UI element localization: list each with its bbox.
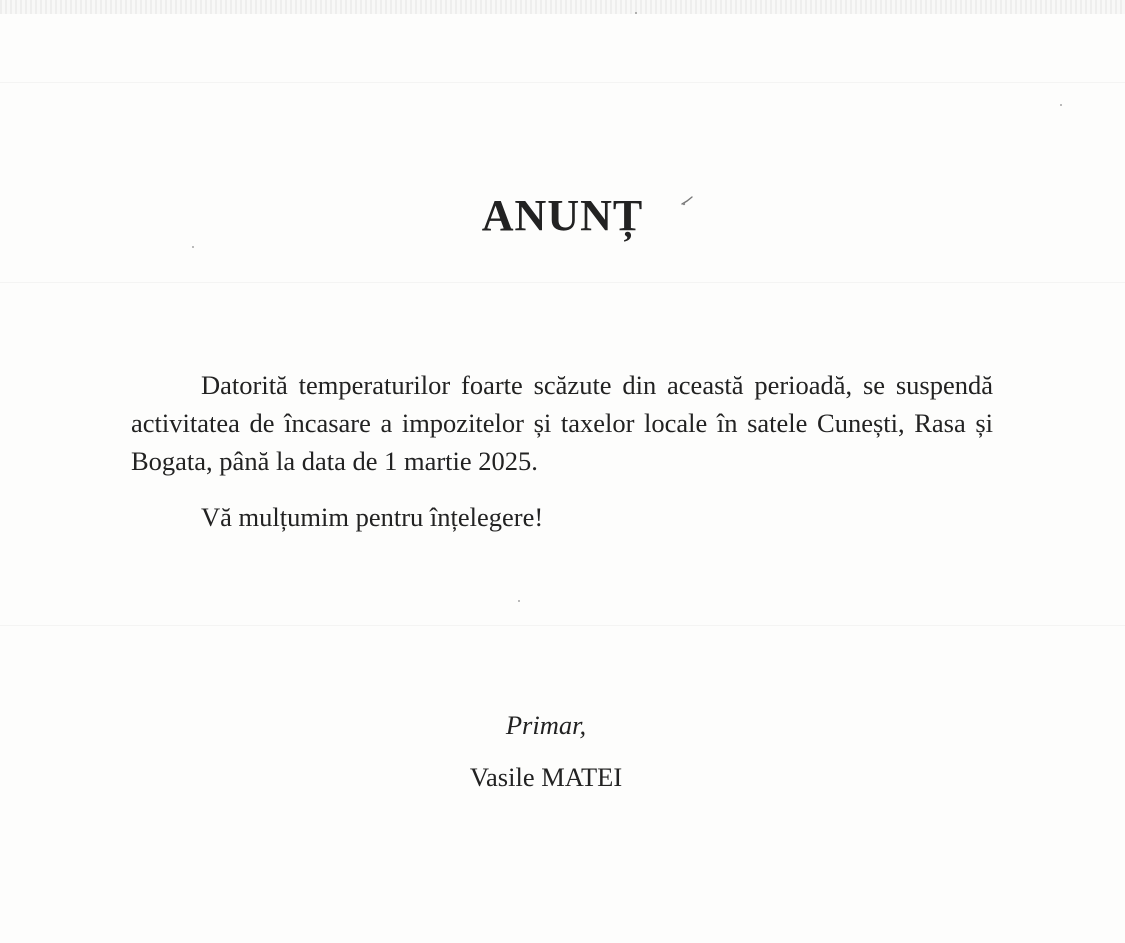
scan-speck [192, 246, 194, 248]
thank-you-paragraph: Vă mulțumim pentru înțelegere! [201, 502, 544, 532]
scan-edge-noise [0, 0, 1125, 14]
announcement-title: ANUNȚ [481, 191, 644, 240]
scan-band [0, 282, 1125, 283]
ink-smudge-icon [681, 196, 693, 206]
scan-speck [635, 12, 637, 14]
signature-role: Primar, [505, 710, 587, 740]
signature-name: Vasile MATEI [469, 762, 623, 792]
scan-band [0, 82, 1125, 83]
announcement-paragraph: Datorită temperaturilor foarte scăzute din această perioadă, se suspendă activitatea de încasare a impozitelor și taxelor locale în satele Cunești, Rasa și Bogata, până la data de 1 martie 2025. [131, 370, 993, 476]
scan-band [0, 625, 1125, 626]
scan-speck [518, 600, 520, 602]
announcement-body [131, 366, 993, 536]
scan-speck [1060, 104, 1062, 106]
